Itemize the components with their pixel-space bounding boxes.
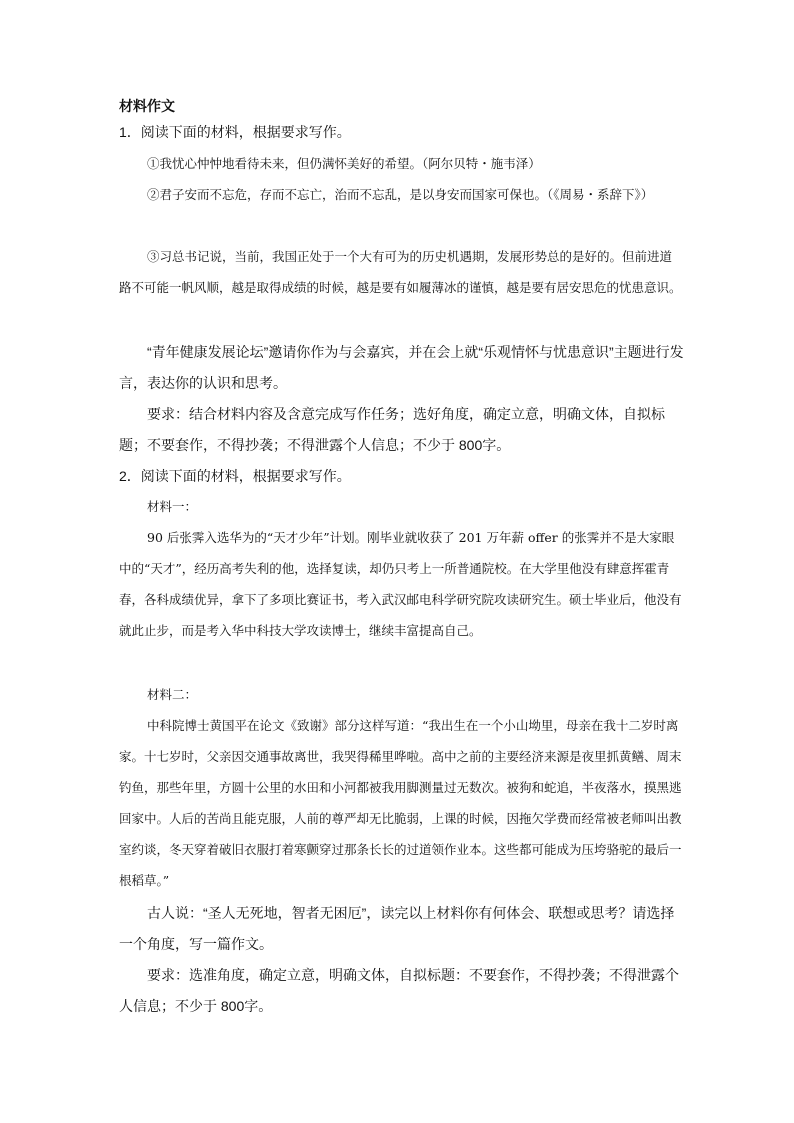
q2-material-2-label: 材料二： (147, 687, 198, 702)
q1-requirements: 要求：结合材料内容及含意完成写作任务；选好角度，确定立意，明确文体，自拟标题；不要套作，不得抄袭；不得泄露个人信息；不少于 800字。 (119, 406, 665, 453)
q1-material-2: ②君子安而不忘危，存而不忘亡，治而不忘乱，是以身安而国家可保也。（《周易・系辞下》） (147, 187, 654, 202)
q2-task: 古人说：“圣人无死地，智者无困厄”，读完以上材料你有何体会、联想或思考？请选择一个角度，写一篇作文。 (119, 905, 675, 952)
q1-task: “青年健康发展论坛”邀请你作为与会嘉宾，并在会上就“乐观情怀与忧患意识”主题进行发言，表达你的认识和思考。 (119, 344, 684, 391)
question-2-heading: 2．阅读下面的材料，根据要求写作。 (119, 468, 351, 484)
q2-material-2-text: 中科院博士黄国平在论文《致谢》部分这样写道：“我出生在一个小山坳里，母亲在我十二岁时离家。十七岁时，父亲因交通事故离世，我哭得稀里哗啦。高中之前的主要经济来源是夜里抓黄鳝、周末钓鱼，那些年里，方圆十公里的水田和小河都被我用脚测量过无数次。被狗和蛇追，半夜落水，摸黑逃回家中。人后的苦尚且能克服，人前的尊严却无比脆弱，上课的时候，因拖欠学费而经常被老师叫出教室约谈，冬天穿着破旧衣服打着寒颤穿过那条长长的过道领作业本。这些都可能成为压垮骆驼的最后一根稻草。” (119, 718, 682, 888)
question-1-heading: 1．阅读下面的材料，根据要求写作。 (119, 124, 351, 140)
q2-requirements: 要求：选准角度，确定立意，明确文体，自拟标题：不要套作，不得抄袭；不得泄露个人信息；不少于 800字。 (119, 967, 679, 1014)
q2-material-1-text: 90 后张霁入选华为的“天才少年”计划。刚毕业就收获了 201 万年薪 offer 的张霁并不是大家眼中的“天才”，经历高考失利的他，选择复读，却仍只考上一所普通院校。在大学里他没有肆意挥霍青春，各科成绩优异，拿下了多项比赛证书，考入武汉邮电科学研究院攻读研究生。硕士毕业后，他没有就此止步，而是考入华中科技大学攻读博士，继续丰富提高自己。 (119, 530, 682, 638)
q1-material-3: ③习总书记说，当前，我国正处于一个大有可为的历史机遇期，发展形势总的是好的。但前进道路不可能一帆风顺，越是取得成绩的时候，越是要有如履薄冰的谨慎，越是要有居安思危的忧患意识。 (119, 249, 682, 295)
section-title: 材料作文 (119, 100, 175, 115)
q1-material-1: ①我忧心忡忡地看待未来，但仍满怀美好的希望。（阿尔贝特・施韦泽） (147, 156, 541, 171)
q2-material-1-label: 材料一： (147, 499, 198, 514)
